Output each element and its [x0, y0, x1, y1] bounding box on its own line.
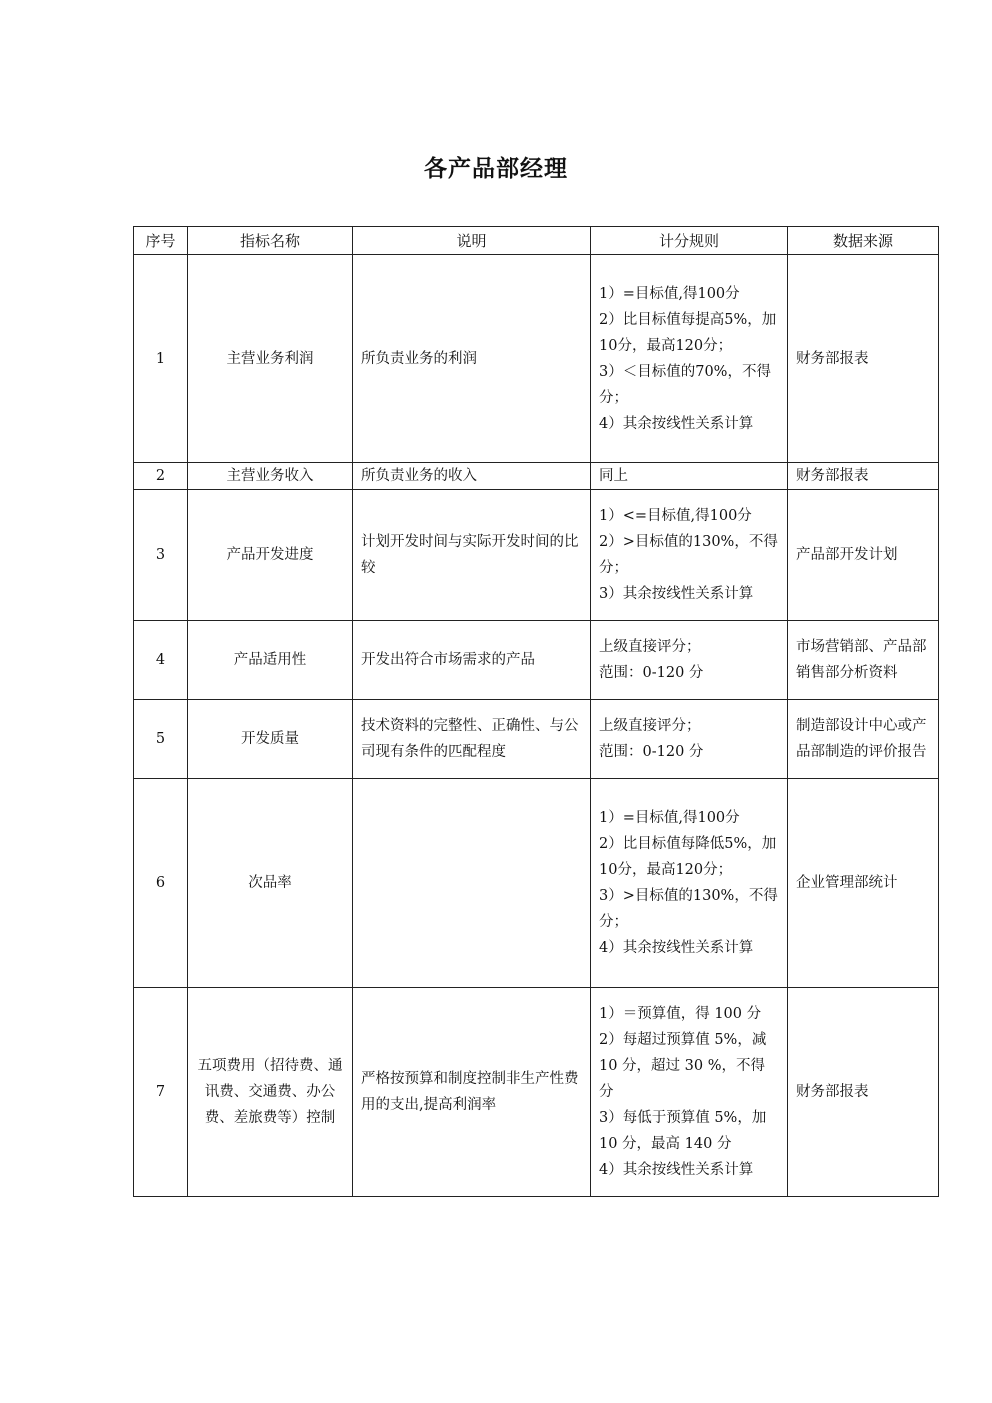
row-scoring-rule: 上级直接评分； 范围：0-120 分 [591, 621, 788, 700]
row-seq: 5 [134, 700, 188, 779]
row-data-source: 企业管理部统计 [788, 779, 939, 988]
table-header-row [134, 227, 939, 255]
row-description: 所负责业务的利润 [353, 255, 591, 463]
row-data-source: 产品部开发计划 [788, 490, 939, 621]
row-description: 技术资料的完整性、正确性、与公司现有条件的匹配程度 [353, 700, 591, 779]
row-seq: 6 [134, 779, 188, 988]
header-seq: 序号 [134, 227, 188, 255]
row-seq: 2 [134, 463, 188, 490]
table-row [134, 463, 939, 490]
table-row [134, 988, 939, 1197]
row-scoring-rule: 上级直接评分； 范围：0-120 分 [591, 700, 788, 779]
table-row [134, 779, 939, 988]
row-description [353, 779, 591, 988]
row-indicator-name: 开发质量 [188, 700, 353, 779]
row-data-source: 制造部设计中心或产品部制造的评价报告 [788, 700, 939, 779]
table-row [134, 700, 939, 779]
row-data-source: 财务部报表 [788, 988, 939, 1197]
row-description: 计划开发时间与实际开发时间的比较 [353, 490, 591, 621]
row-data-source: 财务部报表 [788, 463, 939, 490]
row-scoring-rule: 1）<=目标值,得100分 2）>目标值的130%，不得分； 3）其余按线性关系计算 [591, 490, 788, 621]
header-description: 说明 [353, 227, 591, 255]
row-seq: 1 [134, 255, 188, 463]
kpi-table [133, 226, 939, 1197]
header-scoring-rule: 计分规则 [591, 227, 788, 255]
row-scoring-rule: 1）＝预算值，得 100 分 2）每超过预算值 5%，减 10 分，超过 30 %，不得分 3）每低于预算值 5%，加 10 分，最高 140 分 4）其余按线性关系计算 [591, 988, 788, 1197]
row-indicator-name: 产品适用性 [188, 621, 353, 700]
row-indicator-name: 产品开发进度 [188, 490, 353, 621]
row-data-source: 财务部报表 [788, 255, 939, 463]
row-indicator-name: 主营业务利润 [188, 255, 353, 463]
row-indicator-name: 次品率 [188, 779, 353, 988]
row-scoring-rule: 1）=目标值,得100分 2）比目标值每提高5%，加10分，最高120分； 3）＜目标值的70%，不得分； 4）其余按线性关系计算 [591, 255, 788, 463]
row-indicator-name: 主营业务收入 [188, 463, 353, 490]
row-scoring-rule: 1）=目标值,得100分 2）比目标值每降低5%，加10分，最高120分； 3）>目标值的130%，不得分； 4）其余按线性关系计算 [591, 779, 788, 988]
row-indicator-name: 五项费用（招待费、通讯费、交通费、办公费、差旅费等）控制 [188, 988, 353, 1197]
row-data-source: 市场营销部、产品部销售部分析资料 [788, 621, 939, 700]
row-seq: 7 [134, 988, 188, 1197]
row-seq: 4 [134, 621, 188, 700]
table-row [134, 255, 939, 463]
page-title: 各产品部经理 [424, 156, 568, 182]
row-description: 所负责业务的收入 [353, 463, 591, 490]
row-seq: 3 [134, 490, 188, 621]
row-scoring-rule: 同上 [591, 463, 788, 490]
header-data-source: 数据来源 [788, 227, 939, 255]
header-indicator-name: 指标名称 [188, 227, 353, 255]
table-row [134, 621, 939, 700]
row-description: 严格按预算和制度控制非生产性费用的支出,提高利润率 [353, 988, 591, 1197]
row-description: 开发出符合市场需求的产品 [353, 621, 591, 700]
table-row [134, 490, 939, 621]
